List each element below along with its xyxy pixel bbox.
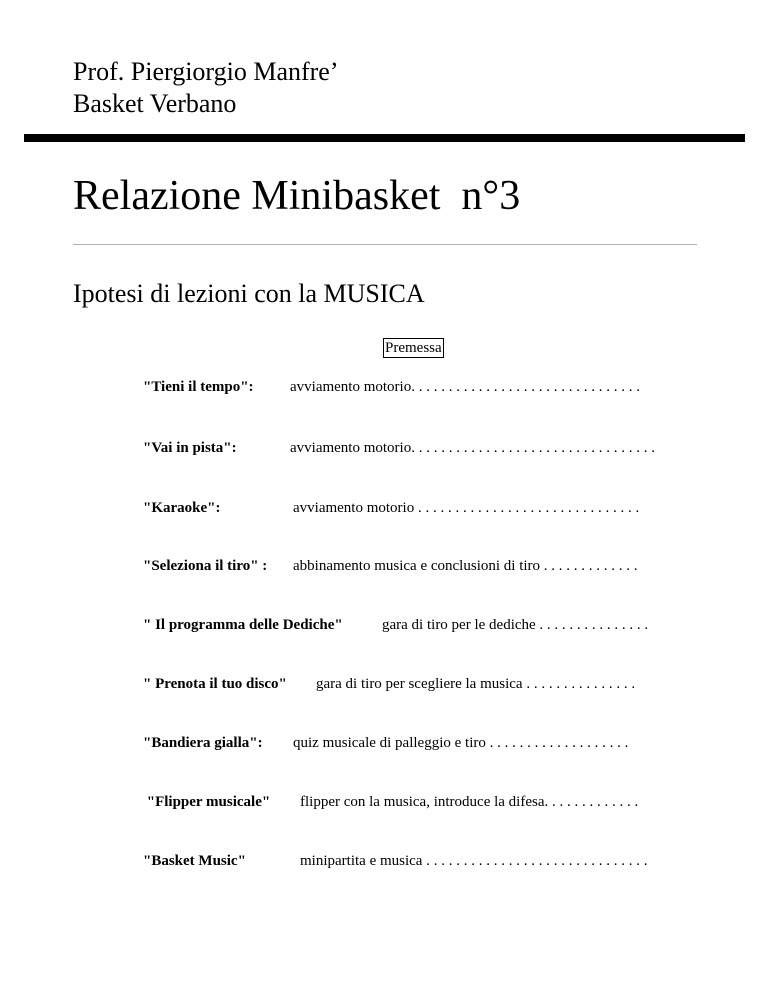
- lesson-description: abbinamento musica e conclusioni di tiro . . . . . . . . . . . . .: [293, 558, 638, 574]
- lesson-row: [0, 437, 768, 459]
- lesson-row: [0, 791, 768, 813]
- lesson-description: quiz musicale di palleggio e tiro . . . . . . . . . . . . . . . . . . .: [293, 735, 629, 751]
- lesson-description: flipper con la musica, introduce la difesa. . . . . . . . . . . . .: [300, 794, 639, 810]
- lesson-description: avviamento motorio. . . . . . . . . . . . . . . . . . . . . . . . . . . . . . .: [290, 379, 640, 395]
- lesson-row: [0, 732, 768, 754]
- premessa-link[interactable]: Premessa: [385, 340, 442, 356]
- lesson-description: gara di tiro per scegliere la musica . . . . . . . . . . . . . . .: [316, 676, 636, 692]
- section-subtitle: Ipotesi di lezioni con la MUSICA: [73, 279, 425, 308]
- header-divider: [24, 134, 745, 142]
- lesson-label: "Bandiera gialla":: [143, 735, 263, 751]
- lesson-description: avviamento motorio . . . . . . . . . . . . . . . . . . . . . . . . . . . . . .: [293, 500, 640, 516]
- lesson-row: [0, 614, 768, 636]
- lesson-label: "Basket Music": [143, 853, 246, 869]
- lesson-row: [0, 497, 768, 519]
- lesson-label: " Prenota il tuo disco": [143, 676, 287, 692]
- lesson-label: "Tieni il tempo":: [143, 379, 254, 395]
- lesson-label: "Seleziona il tiro" :: [143, 558, 268, 574]
- lesson-label: " Il programma delle Dediche": [143, 617, 343, 633]
- lesson-row: [0, 850, 768, 872]
- author-name: Prof. Piergiorgio Manfre’: [73, 57, 339, 86]
- lesson-row: [0, 376, 768, 398]
- lesson-row: [0, 673, 768, 695]
- lesson-description: avviamento motorio. . . . . . . . . . . . . . . . . . . . . . . . . . . . . . . . .: [290, 440, 655, 456]
- organization-name: Basket Verbano: [73, 89, 237, 118]
- lesson-description: gara di tiro per le dediche . . . . . . . . . . . . . . .: [382, 617, 649, 633]
- lesson-label: "Karaoke":: [143, 500, 221, 516]
- header-block: [73, 56, 339, 120]
- lesson-label: "Vai in pista":: [143, 440, 237, 456]
- page-title: Relazione Minibasket n°3: [73, 173, 521, 219]
- lesson-description: minipartita e musica . . . . . . . . . . . . . . . . . . . . . . . . . . . . . .: [300, 853, 648, 869]
- title-divider: [73, 244, 697, 245]
- lesson-label: "Flipper musicale": [143, 794, 271, 810]
- lesson-row: [0, 555, 768, 577]
